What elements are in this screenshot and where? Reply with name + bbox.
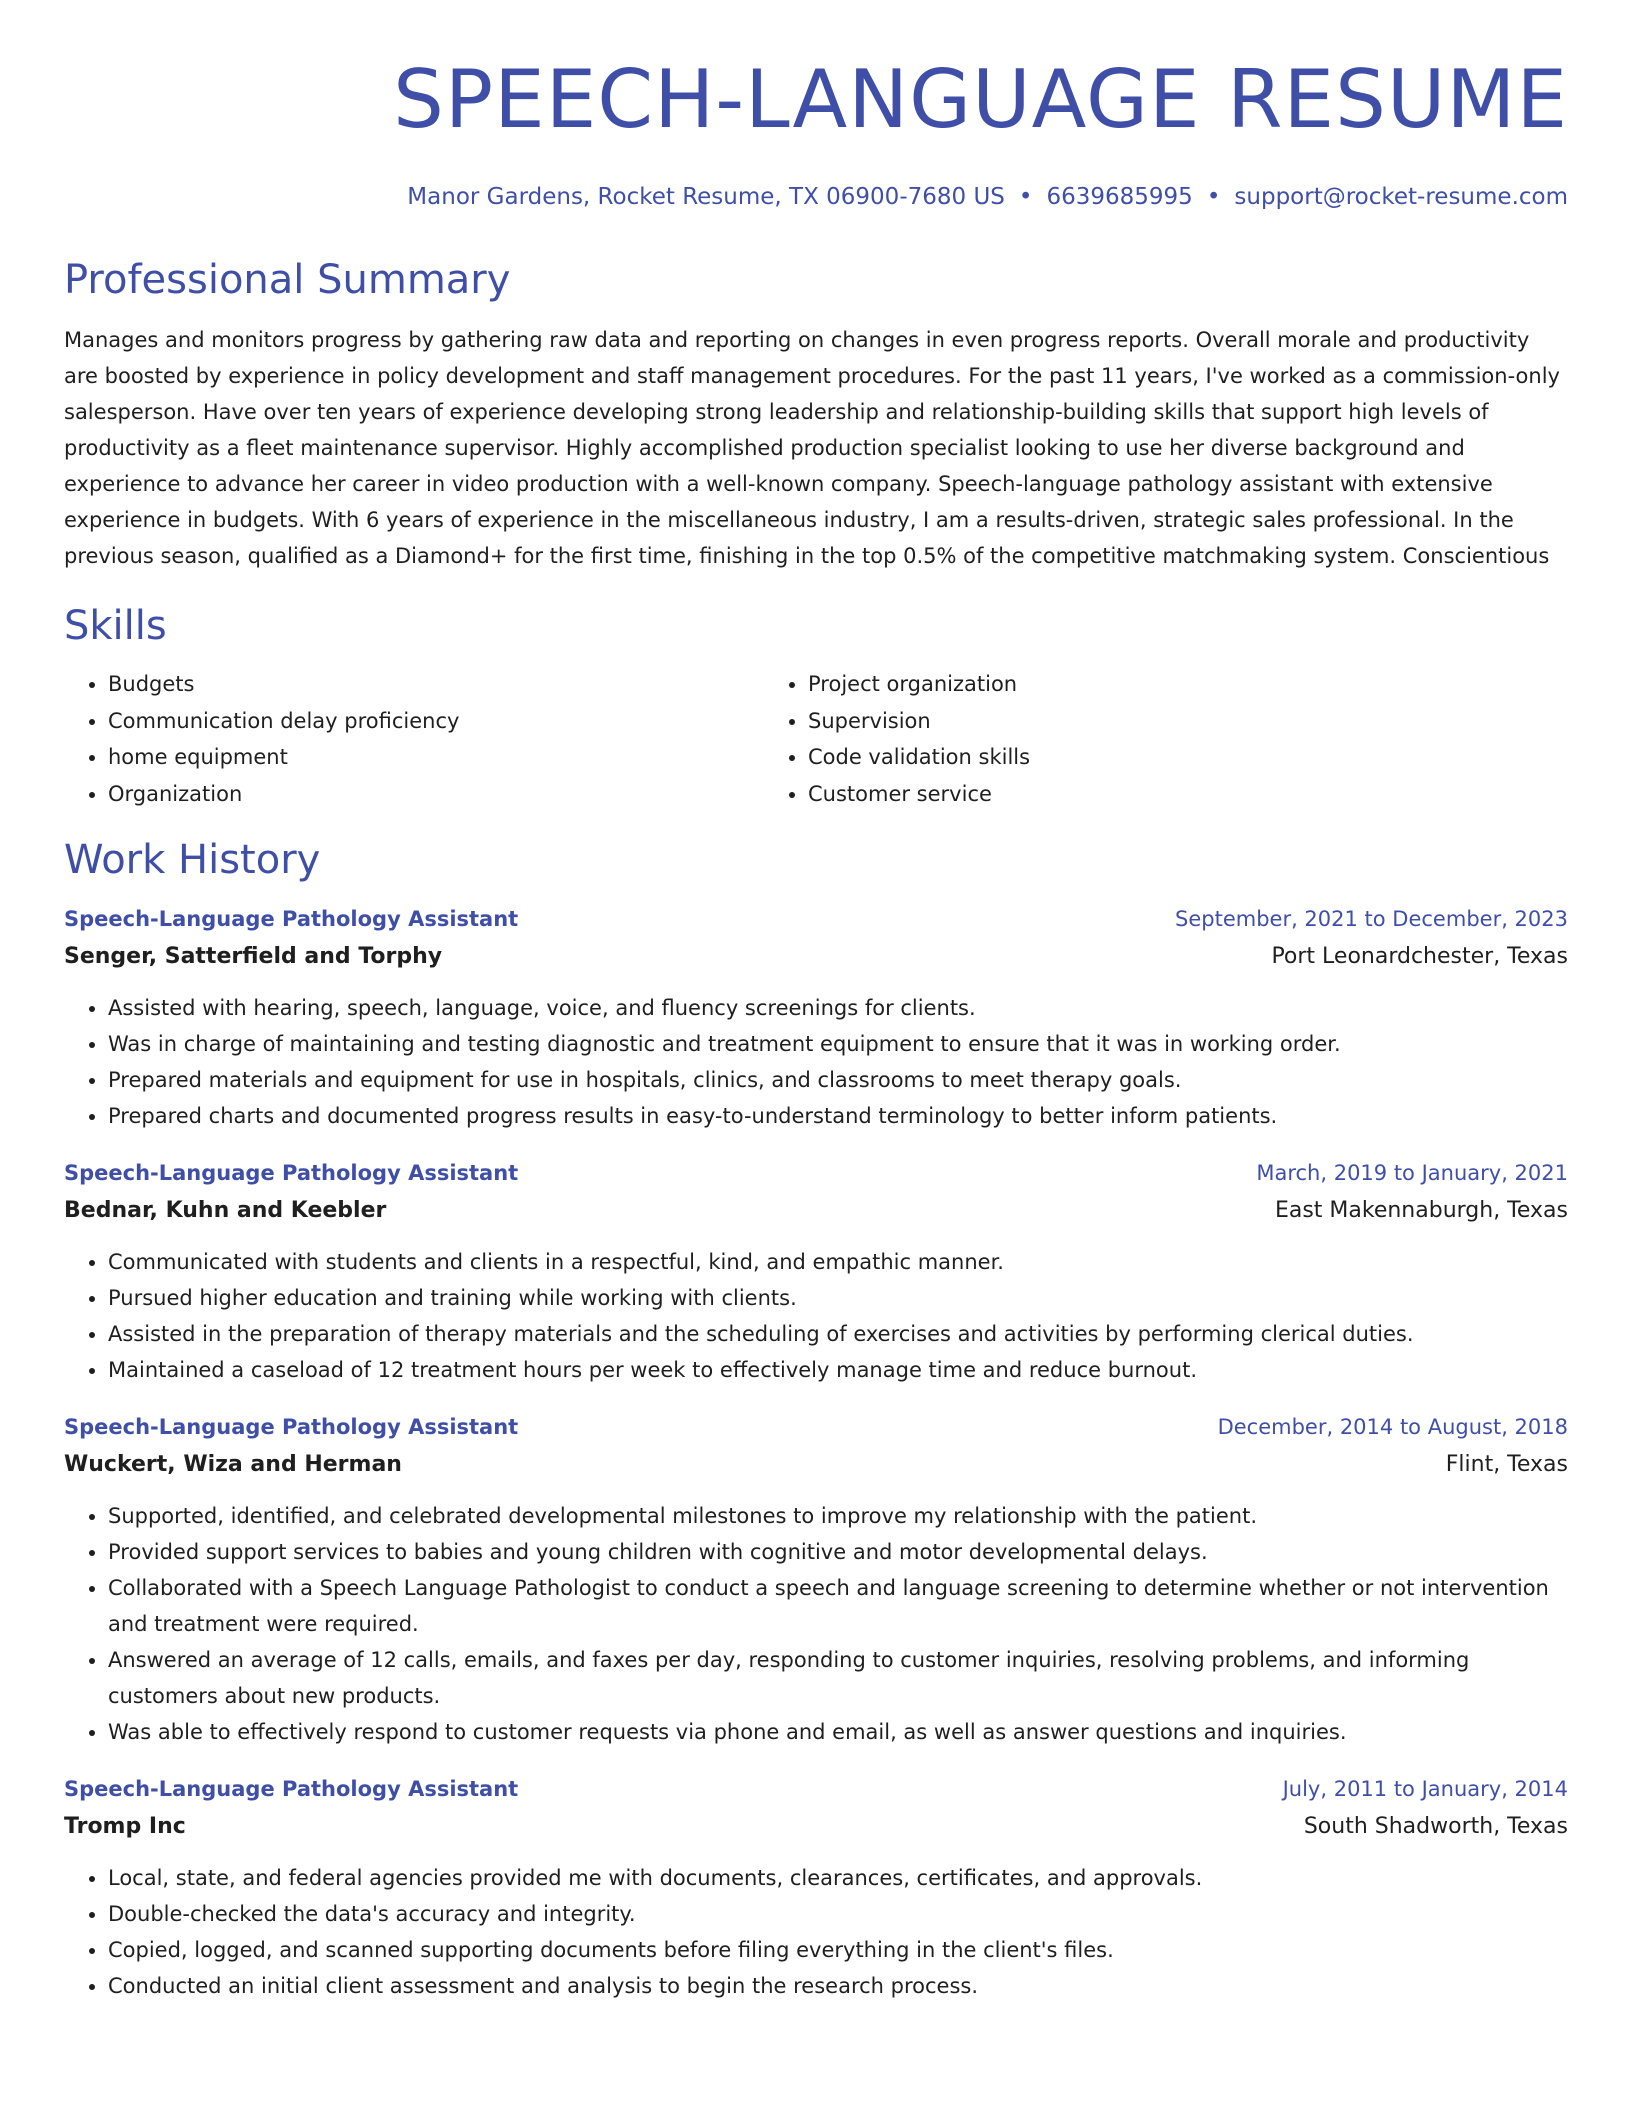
job-bullet: • Assisted with hearing, speech, language, voice, and fluency screenings for clients. xyxy=(108,990,1568,1026)
contact-separator: • xyxy=(1018,184,1033,210)
job-bullet: • Was in charge of maintaining and testing diagnostic and treatment equipment to ensure that it was in working order. xyxy=(108,1026,1568,1062)
job-role: Speech-Language Pathology Assistant xyxy=(64,1415,519,1439)
skill-item: • home equipment xyxy=(108,739,762,776)
job-bullet: • Supported, identified, and celebrated developmental milestones to improve my relationship with the patient. xyxy=(108,1498,1568,1534)
job-bullets xyxy=(64,990,1568,1134)
skills-list xyxy=(64,666,1568,812)
contact-separator: • xyxy=(1206,184,1221,210)
job-bullets xyxy=(64,1498,1568,1750)
job-bullets xyxy=(64,1244,1568,1388)
job-subheader xyxy=(64,938,1568,976)
job-dates: September, 2021 to December, 2023 xyxy=(1175,907,1568,931)
job-bullets xyxy=(64,1860,1568,2004)
contact-phone: 6639685995 xyxy=(1046,184,1193,210)
skill-item: • Customer service xyxy=(808,776,1568,813)
job-header xyxy=(64,1154,1568,1192)
contact-email: support@rocket-resume.com xyxy=(1234,184,1568,210)
job-entry xyxy=(64,1770,1568,2004)
job-company: Tromp Inc xyxy=(64,1814,186,1839)
job-role: Speech-Language Pathology Assistant xyxy=(64,1161,519,1185)
skill-item: • Supervision xyxy=(808,703,1568,740)
skills-column-right xyxy=(762,666,1568,812)
job-bullet: • Assisted in the preparation of therapy materials and the scheduling of exercises and activities by performing clerical duties. xyxy=(108,1316,1568,1352)
contact-line xyxy=(64,182,1568,212)
job-bullet: • Collaborated with a Speech Language Pathologist to conduct a speech and language screening to determine whether or not intervention and treatment were required. xyxy=(108,1570,1568,1642)
job-header xyxy=(64,900,1568,938)
job-bullet: • Prepared charts and documented progress results in easy-to-understand terminology to better inform patients. xyxy=(108,1098,1568,1134)
job-bullet: • Maintained a caseload of 12 treatment hours per week to effectively manage time and reduce burnout. xyxy=(108,1352,1568,1388)
job-bullet: • Conducted an initial client assessment and analysis to begin the research process. xyxy=(108,1968,1568,2004)
skill-item: • Communication delay proficiency xyxy=(108,703,762,740)
skills-heading: Skills xyxy=(64,603,167,649)
skill-item: • Code validation skills xyxy=(808,739,1568,776)
job-location: South Shadworth, Texas xyxy=(1303,1814,1568,1839)
job-bullet: • Pursued higher education and training while working with clients. xyxy=(108,1280,1568,1316)
contact-address: Manor Gardens, Rocket Resume, TX 06900-7680 US xyxy=(407,184,1005,210)
job-company: Bednar, Kuhn and Keebler xyxy=(64,1198,387,1223)
job-company: Wuckert, Wiza and Herman xyxy=(64,1452,402,1477)
job-entry xyxy=(64,900,1568,1134)
job-dates: March, 2019 to January, 2021 xyxy=(1256,1161,1568,1185)
job-header xyxy=(64,1770,1568,1808)
job-bullet: • Prepared materials and equipment for use in hospitals, clinics, and classrooms to meet therapy goals. xyxy=(108,1062,1568,1098)
job-dates: December, 2014 to August, 2018 xyxy=(1217,1415,1568,1439)
skill-item: • Budgets xyxy=(108,666,762,703)
resume-page xyxy=(64,52,1568,2004)
job-bullet: • Answered an average of 12 calls, emails, and faxes per day, responding to customer inquiries, resolving problems, and informing customers about new products. xyxy=(108,1642,1568,1714)
job-bullet: • Provided support services to babies and young children with cognitive and motor developmental delays. xyxy=(108,1534,1568,1570)
job-entry xyxy=(64,1154,1568,1388)
job-dates: July, 2011 to January, 2014 xyxy=(1282,1777,1568,1801)
job-bullet: • Copied, logged, and scanned supporting documents before filing everything in the client's files. xyxy=(108,1932,1568,1968)
job-role: Speech-Language Pathology Assistant xyxy=(64,907,519,931)
job-bullet: • Was able to effectively respond to customer requests via phone and email, as well as answer questions and inquiries. xyxy=(108,1714,1568,1750)
job-entry xyxy=(64,1408,1568,1750)
skill-item: • Project organization xyxy=(808,666,1568,703)
work-history-heading: Work History xyxy=(64,837,321,883)
job-company: Senger, Satterfield and Torphy xyxy=(64,944,443,969)
job-subheader xyxy=(64,1446,1568,1484)
job-location: Flint, Texas xyxy=(1445,1452,1568,1477)
job-role: Speech-Language Pathology Assistant xyxy=(64,1777,519,1801)
job-subheader xyxy=(64,1808,1568,1846)
job-subheader xyxy=(64,1192,1568,1230)
summary-text: Manages and monitors progress by gathering raw data and reporting on changes in even progress reports. Overall morale and productivity are boosted by experience in policy development and staff management procedures. For the past 11 years, I've worked as a commission-only salesperson. Have over ten years of experience developing strong leadership and relationship-building skills that support high levels of productivity as a fleet maintenance supervisor. Highly accomplished production specialist looking to use her diverse background and experience to advance her career in video production with a well-known company. Speech-language pathology assistant with extensive experience in budgets. With 6 years of experience in the miscellaneous industry, I am a results-driven, strategic sales professional. In the previous season, qualified as a Diamond+ for the first time, finishing in the top 0.5% of the competitive matchmaking system. Conscientious xyxy=(64,328,1560,568)
job-location: Port Leonardchester, Texas xyxy=(1271,944,1568,969)
job-bullet: • Communicated with students and clients in a respectful, kind, and empathic manner. xyxy=(108,1244,1568,1280)
job-bullet: • Local, state, and federal agencies provided me with documents, clearances, certificates, and approvals. xyxy=(108,1860,1568,1896)
job-location: East Makennaburgh, Texas xyxy=(1274,1198,1568,1223)
job-bullet: • Double-checked the data's accuracy and integrity. xyxy=(108,1896,1568,1932)
skills-column-left xyxy=(64,666,762,812)
skill-item: • Organization xyxy=(108,776,762,813)
resume-title: SPEECH-LANGUAGE RESUME xyxy=(393,53,1568,146)
summary-heading: Professional Summary xyxy=(64,257,511,303)
job-header xyxy=(64,1408,1568,1446)
